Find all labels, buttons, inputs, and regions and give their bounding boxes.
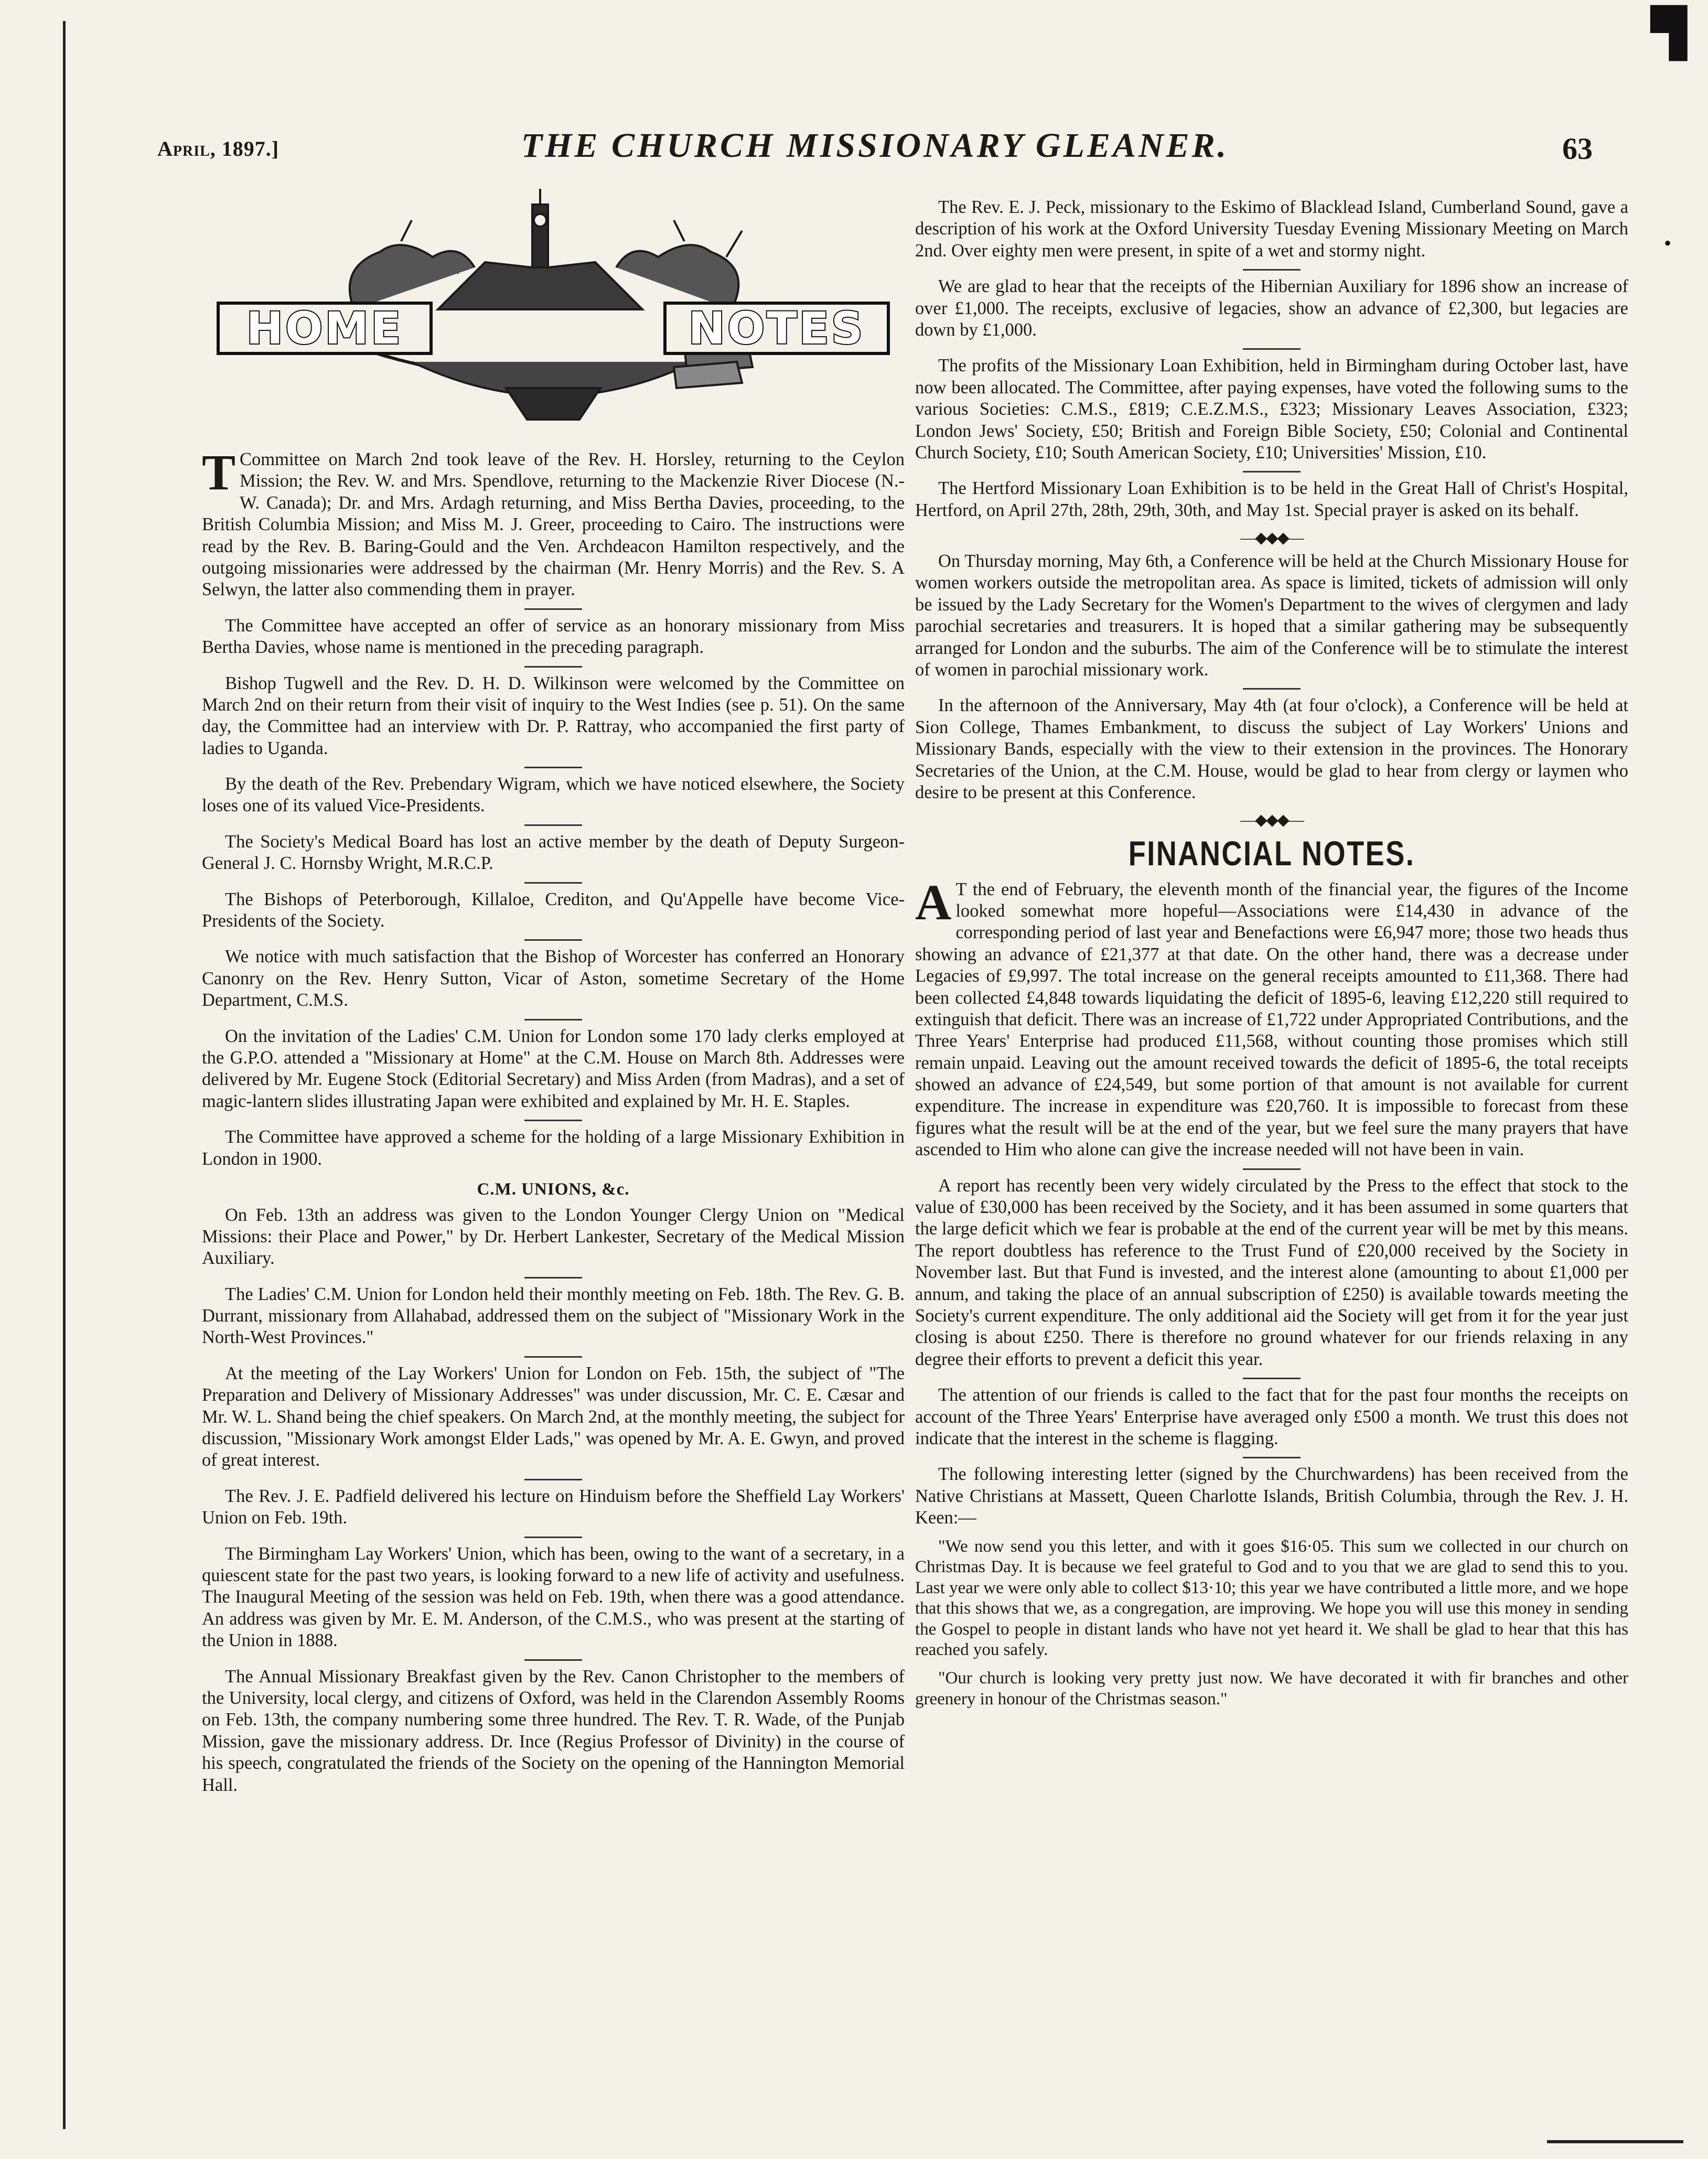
scan-bottom-mark [1547,2129,1683,2143]
paragraph: The Birmingham Lay Workers' Union, which has been, owing to the want of a secretary, in a quiescent state for the past two years, is looking forward to a new life of activity and usefulness. The Inaugural Meeting of the session was held on Feb. 19th, when there was a good attendance. An address was given by Mr. E. M. Anderson, of the C.M.S., who was present at the starting of the Union in 1888. [202,1543,905,1651]
scan-edge-line [63,21,66,2129]
rule-divider [524,666,582,668]
paragraph: At the meeting of the Lay Workers' Union for London on Feb. 15th, the subject of "The Preparation and Delivery of Missionary Addresses" was under discussion, Mr. C. E. Cæsar and Mr. W. L. Shand being the chief speakers. On March 2nd, at the monthly meeting, the subject for discussion, "Missionary Work amongst Elder Lads," was opened by Mr. A. E. Gwyn, and proved of great interest. [202,1363,905,1470]
paragraph: The Committee have accepted an offer of service as an honorary missionary from Miss Bertha Davies, whose name is mentioned in the preceding paragraph. [202,615,905,658]
margin-dot: • [1663,231,1671,255]
home-notes-banner [212,189,894,435]
paragraph: The profits of the Missionary Loan Exhibition, held in Birmingham during October last, have now been allocated. The Committee, after paying expenses, have voted the following sums to the various Societies: C.M.S., £819; C.E.Z.M.S., £323; Missionary Leaves Association, £323; London Jews' Society, £50; British and Foreign Bible Society, £50; Colonial and Continental Church Society, £10; South American Society, £10; Universities' Mission, £10. [915,356,1628,463]
rule-divider [524,824,582,826]
right-column [915,197,1628,1717]
rule-divider [1243,1168,1301,1170]
running-head [157,126,1593,173]
paragraph: The Bishops of Peterborough, Killaloe, Crediton, and Qu'Appelle have become Vice-Presidents of the Society. [202,889,905,931]
rule-divider [1243,1378,1301,1379]
rule-divider [524,608,582,610]
paragraph: Bishop Tugwell and the Rev. D. H. D. Wilkinson were welcomed by the Committee on March 2nd on their return from their visit of inquiry to the West Indies (see p. 51). On the same day, the Committee had an interview with Dr. P. Rattray, who accompanied the first party of ladies to Uganda. [202,673,905,758]
rule-divider [1243,348,1301,350]
rule-divider [524,939,582,941]
paragraph: The Committee have approved a scheme for the holding of a large Missionary Exhibition in London in 1900. [202,1127,905,1169]
letter-paragraph: "We now send you this letter, and with it goes $16·05. This sum we collected in our church on Christmas Day. It is because we feel grateful to God and to you that we are glad to send this to you. Last year we were only able to collect $13·10; this year we have contributed a little more, and we hope that this shows that we, as a congregation, are improving. We hope you will use this money in sending the Gospel to people in distant lands who have not yet heard it. We shall be glad to hear that this has reached you safely. [915,1537,1628,1660]
paragraph: The Rev. J. E. Padfield delivered his lecture on Hinduism before the Sheffield Lay Workers' Union on Feb. 19th. [202,1486,905,1528]
paragraph: The attention of our friends is called to the fact that for the past four months the receipts on account of the Three Years' Enterprise have averaged only £500 a month. We trust this does not indicate that the interest in the scheme is flagging. [915,1385,1628,1448]
fleuron-ornament: —◆◆◆— [1240,529,1303,547]
financial-notes-title: FINANCIAL NOTES. [1128,834,1415,873]
publication-title: THE CHURCH MISSIONARY GLEANER. [521,126,1229,165]
paragraph: In the afternoon of the Anniversary, May 4th (at four o'clock), a Conference will be held at Sion College, Thames Embankment, to discuss the subject of Lay Workers' Unions and Missionary Bands, especially with the view to their extension in the provinces. The Honorary Secretaries of the Union, at the C.M. House, would be glad to hear from clergy or laymen who desire to be present at this Conference. [915,695,1628,802]
rule-divider [524,1356,582,1358]
banner-notes-word: NOTES [663,302,890,355]
unions-subhead: C.M. UNIONS, &c. [477,1179,630,1199]
paragraph: The Society's Medical Board has lost an active member by the death of Deputy Surgeon-General J. C. Hornsby Wright, M.R.C.P. [202,831,905,874]
paragraph: The following interesting letter (signed by the Churchwardens) has been received from the Native Christians at Massett, Queen Charlotte Islands, British Columbia, through the Rev. J. H. Keen:— [915,1464,1628,1528]
paragraph: The Annual Missionary Breakfast given by the Rev. Canon Christopher to the members of the University, local clergy, and citizens of Oxford, was held in the Clarendon Assembly Rooms on Feb. 13th, the company numbering some three hundred. The Rev. T. R. Wade, of the Punjab Mission, gave the missionary address. Dr. Ince (Regius Professor of Divinity) in the course of his speech, congratulated the friends of the Society on the opening of the Hannington Memorial Hall. [202,1666,905,1795]
paragraph: The Hertford Missionary Loan Exhibition is to be held in the Great Hall of Christ's Hospital, Hertford, on April 27th, 28th, 29th, 30th, and May 1st. Special prayer is asked on its behalf. [915,478,1628,520]
left-column [202,189,905,1803]
rule-divider [1243,471,1301,472]
fleuron-ornament: —◆◆◆— [1240,811,1303,829]
rule-divider [1243,269,1301,271]
paragraph [202,444,905,601]
paragraph: On Feb. 13th an address was given to the London Younger Clergy Union on "Medical Missions: their Place and Power," by Dr. Herbert Lankester, Secretary of the Medical Mission Auxiliary. [202,1205,905,1269]
banner-home-word: HOME [217,302,433,355]
rule-divider [524,1659,582,1661]
paragraph: We notice with much satisfaction that the Bishop of Worcester has conferred an Honorary Canonry on the Rev. Henry Sutton, Vicar of Aston, sometime Secretary of the Home Department, C.M.S. [202,947,905,1011]
rule-divider [524,1019,582,1021]
rule-divider [524,1479,582,1480]
dropcap-letter: T [202,444,236,500]
paragraph: The Rev. E. J. Peck, missionary to the Eskimo of Blacklead Island, Cumberland Sound, gave a description of his work at the Oxford University Tuesday Evening Missionary Meeting on March 2nd. Over eighty men were present, in spite of a wet and stormy night. [915,197,1628,261]
paragraph: A report has recently been very widely circulated by the Press to the effect that stock to the value of £30,000 has been received by the Society, and it has been assumed in some quarters that the large deficit which we fear is probable at the end of the current year will be met by this means. The report doubtless has reference to the Trust Fund of £20,000 received by the Society in November last. But that Fund is invested, and the interest alone (amounting to about £1,000 per annum, and taking the place of an annual subscription of £250) is available towards meeting the Society's current expenditure. The only additional aid the Society will get from it for the year just closing is about £250. There is therefore no ground whatever for our friends relaxing in any degree their efforts to prevent a deficit this year. [915,1175,1628,1369]
page-number: 63 [1562,132,1593,166]
paragraph [915,874,1628,1161]
rule-divider [524,767,582,768]
paragraph: On the invitation of the Ladies' C.M. Union for London some 170 lady clerks employed at the G.P.O. attended a "Missionary at Home" at the C.M. House on March 8th. Addresses were delivered by Mr. Eugene Stock (Editorial Secretary) and Miss Arden (from Madras), and a set of magic-lantern slides illustrating Japan were exhibited and explained by Mr. H. E. Staples. [202,1026,905,1111]
issue-date: April, 1897.] [157,137,280,160]
paragraph: On Thursday morning, May 6th, a Conference will be held at the Church Missionary House for women workers outside the metropolitan area. As space is limited, tickets of admission will only be issued by the Lady Secretary for the Women's Department to the wives of clergymen and lady parochial secretaries and treasurers. It is hoped that a similar gathering may be subsequently arranged for London and the suburbs. The aim of the Conference will be to stimulate the interest of women in parochial missionary work. [915,551,1628,680]
corner-clip-mark: ▜ [1650,8,1687,60]
rule-divider [1243,1457,1301,1458]
rule-divider [524,1537,582,1538]
paragraph-text: Committee on March 2nd took leave of the Rev. H. Horsley, returning to the Ceylon Mission; the Rev. W. and Mrs. Spendlove, returning to the Mackenzie River Diocese (N.-W. Canada); Dr. and Mrs. Ardagh returning, and Miss Bertha Davies, proceeding, to the British Columbia Mission; and Miss M. J. Greer, proceeding to Cairo. The instructions were read by the Rev. B. Baring-Gould and the Ven. Archdeacon Hamilton respectively, and the outgoing missionaries were addressed by the chairman (Mr. Henry Morris) and the Rev. S. A Selwyn, the latter also commending them in prayer. [202,449,905,600]
rule-divider [524,1277,582,1279]
letter-paragraph: "Our church is looking very pretty just now. We have decorated it with fir branches and other greenery in honour of the Christmas season." [915,1669,1628,1709]
dropcap-letter: A [915,874,952,930]
rule-divider [524,882,582,884]
rule-divider [524,1120,582,1121]
paragraph: By the death of the Rev. Prebendary Wigram, which we have noticed elsewhere, the Society loses one of its valued Vice-Presidents. [202,774,905,816]
paragraph: The Ladies' C.M. Union for London held their monthly meeting on Feb. 18th. The Rev. G. B. Durrant, missionary from Allahabad, addressed them on the subject of "Missionary Work in the North-West Provinces." [202,1284,905,1348]
paragraph: We are glad to hear that the receipts of the Hibernian Auxiliary for 1896 show an increase of over £1,000. The receipts, exclusive of legacies, show an advance of £2,300, but legacies are down by £1,000. [915,276,1628,340]
rule-divider [1243,688,1301,690]
paragraph-text: T the end of February, the eleventh month of the financial year, the figures of the Income looked somewhat more hopeful—Associations were £14,430 in advance of the corresponding period of last year and Benefactions were £6,947 more; those two heads thus showing an advance of £21,377 at that date. On the other hand, there was a decrease under Legacies of £9,997. The total increase on the general receipts amounted to £11,368. There had been collected £4,848 towards liquidating the deficit of 1895-6, leaving £12,220 still required to extinguish that deficit. There was an increase of £1,722 under Appropriated Contributions, and the Three Years' Enterprise had produced £11,568, without counting those promises which still remain unpaid. Leaving out the amount received towards the deficit of 1895-6, the total receipts showed an advance of £24,549, but some portion of that amount is not available for current expenditure. The increase in expenditure was £20,760. It is impossible to forecast from these figures what the result will be at the end of the year, but we feel sure the many prayers that have ascended to Him who alone can give the increase needed will not have been in vain. [915,879,1628,1160]
